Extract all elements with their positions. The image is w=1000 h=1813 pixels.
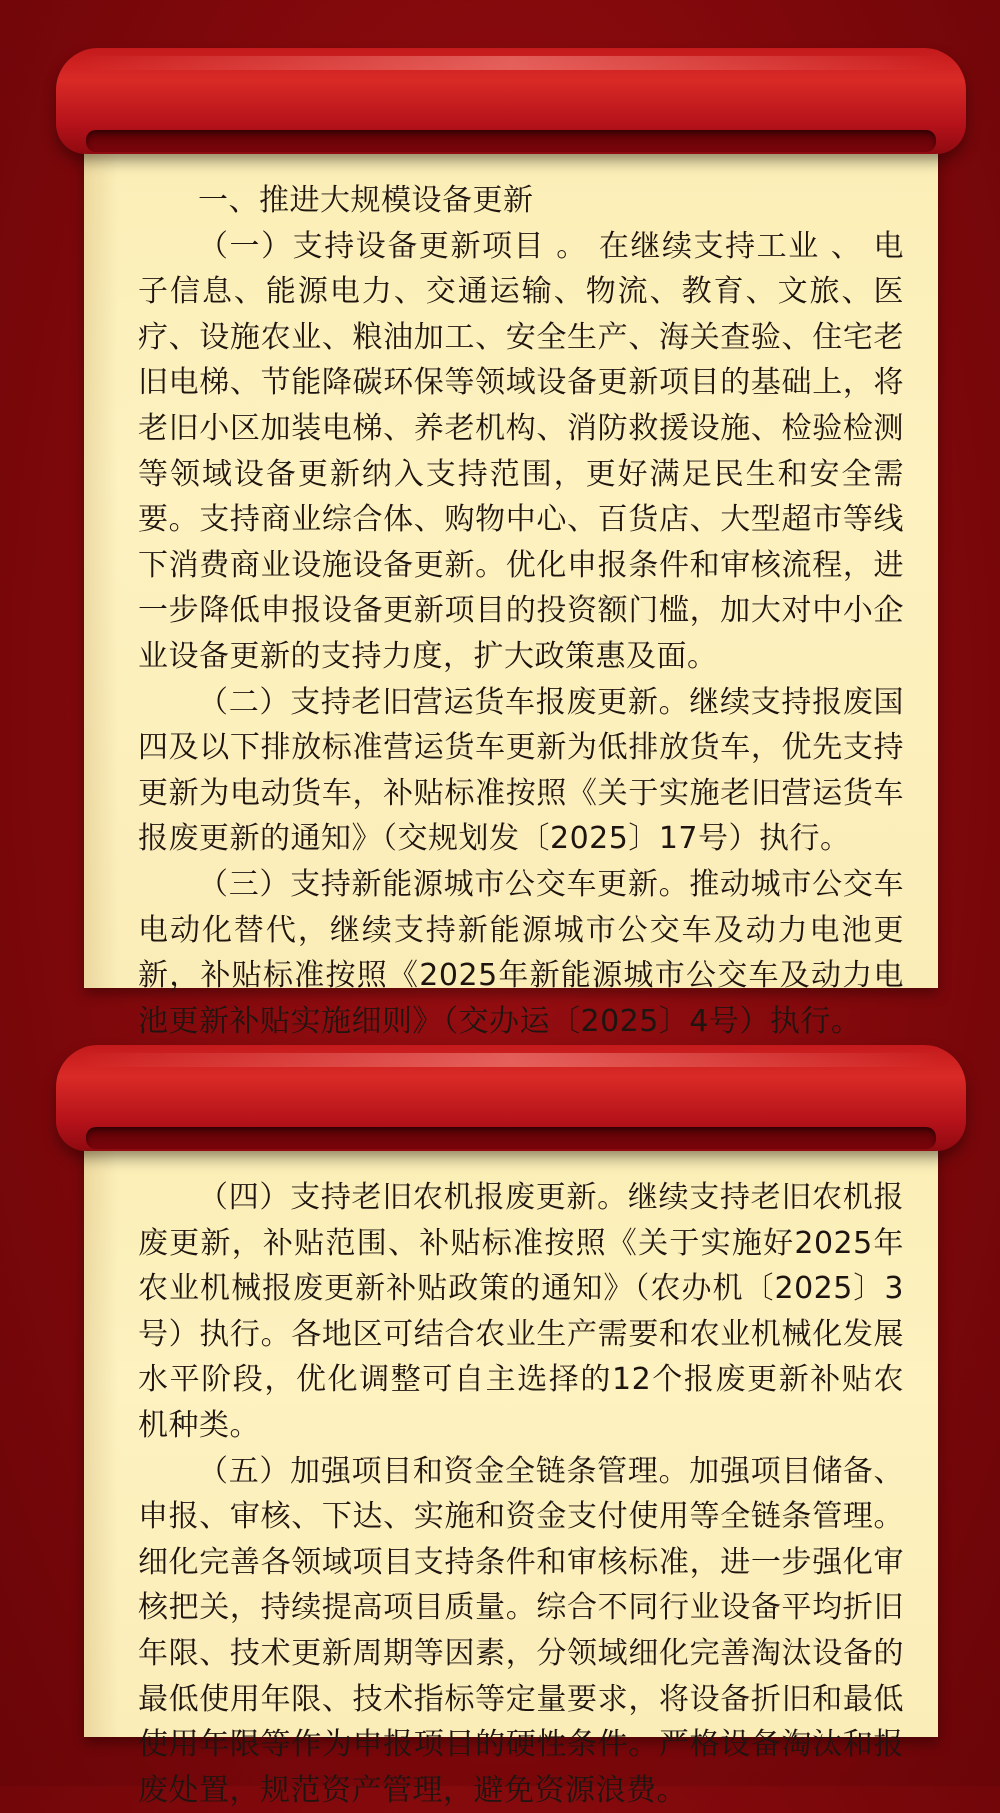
paragraph-3: （三）支持新能源城市公交车更新。推动城市公交车电动化替代，继续支持新能源城市公交车及动力电池更新，补贴标准按照《2025年新能源城市公交车及动力电池更新补贴实施细则》（交办运〔2025〕4号）执行。 (138, 866, 904, 1039)
paragraph-4: （四）支持老旧农机报废更新。继续支持老旧农机报废更新，补贴范围、补贴标准按照《关于实施好2025年农业机械报废更新补贴政策的通知》（农办机〔2025〕3号）执行。各地区可结合农业生产需要和农业机械化发展水平阶段，优化调整可自主选择的12个报废更新补贴农机种类。 (138, 1180, 904, 1443)
section-1-text (138, 178, 904, 1044)
roller-slot (86, 130, 936, 152)
scroll-roller-1 (56, 48, 966, 154)
roller-slot (86, 1127, 936, 1149)
scroll-panel-1 (56, 48, 966, 1039)
section-2-text (138, 1175, 904, 1813)
scroll-roller-2 (56, 1045, 966, 1151)
scroll-panel-2 (56, 1045, 966, 1808)
paragraph-1: （一）支持设备更新项目 。 在继续支持工业 、 电子信息、能源电力、交通运输、物流、教育、文旅、医疗、设施农业、粮油加工、安全生产、海关查验、住宅老旧电梯、节能降碳环保等领域设备更新项目的基础上，将老旧小区加装电梯、养老机构、消防救援设施、检验检测等领域设备更新纳入支持范围，更好满足民生和安全需要。支持商业综合体、购物中心、百货店、大型超市等线下消费商业设施设备更新。优化申报条件和审核流程，进一步降低申报设备更新项目的投资额门槛，加大对中小企业设备更新的支持力度，扩大政策惠及面。 (138, 228, 904, 674)
paper-sheet-1 (84, 140, 938, 1039)
paper-sheet-2 (84, 1137, 938, 1808)
paragraph-5: （五）加强项目和资金全链条管理。加强项目储备、申报、审核、下达、实施和资金支付使用等全链条管理。细化完善各领域项目支持条件和审核标准，进一步强化审核把关，持续提高项目质量。综合不同行业设备平均折旧年限、技术更新周期等因素，分领域细化完善淘汰设备的最低使用年限、技术指标等定量要求，将设备折旧和最低使用年限等作为申报项目的硬性条件。严格设备淘汰和报废处置，规范资产管理，避免资源浪费。 (138, 1453, 904, 1808)
section-heading: 一、推进大规模设备更新 (198, 183, 534, 218)
paragraph-2: （二）支持老旧营运货车报废更新。继续支持报废国四及以下排放标准营运货车更新为低排放货车，优先支持更新为电动货车，补贴标准按照《关于实施老旧营运货车报废更新的通知》（交规划发〔2025〕17号）执行。 (138, 684, 904, 857)
